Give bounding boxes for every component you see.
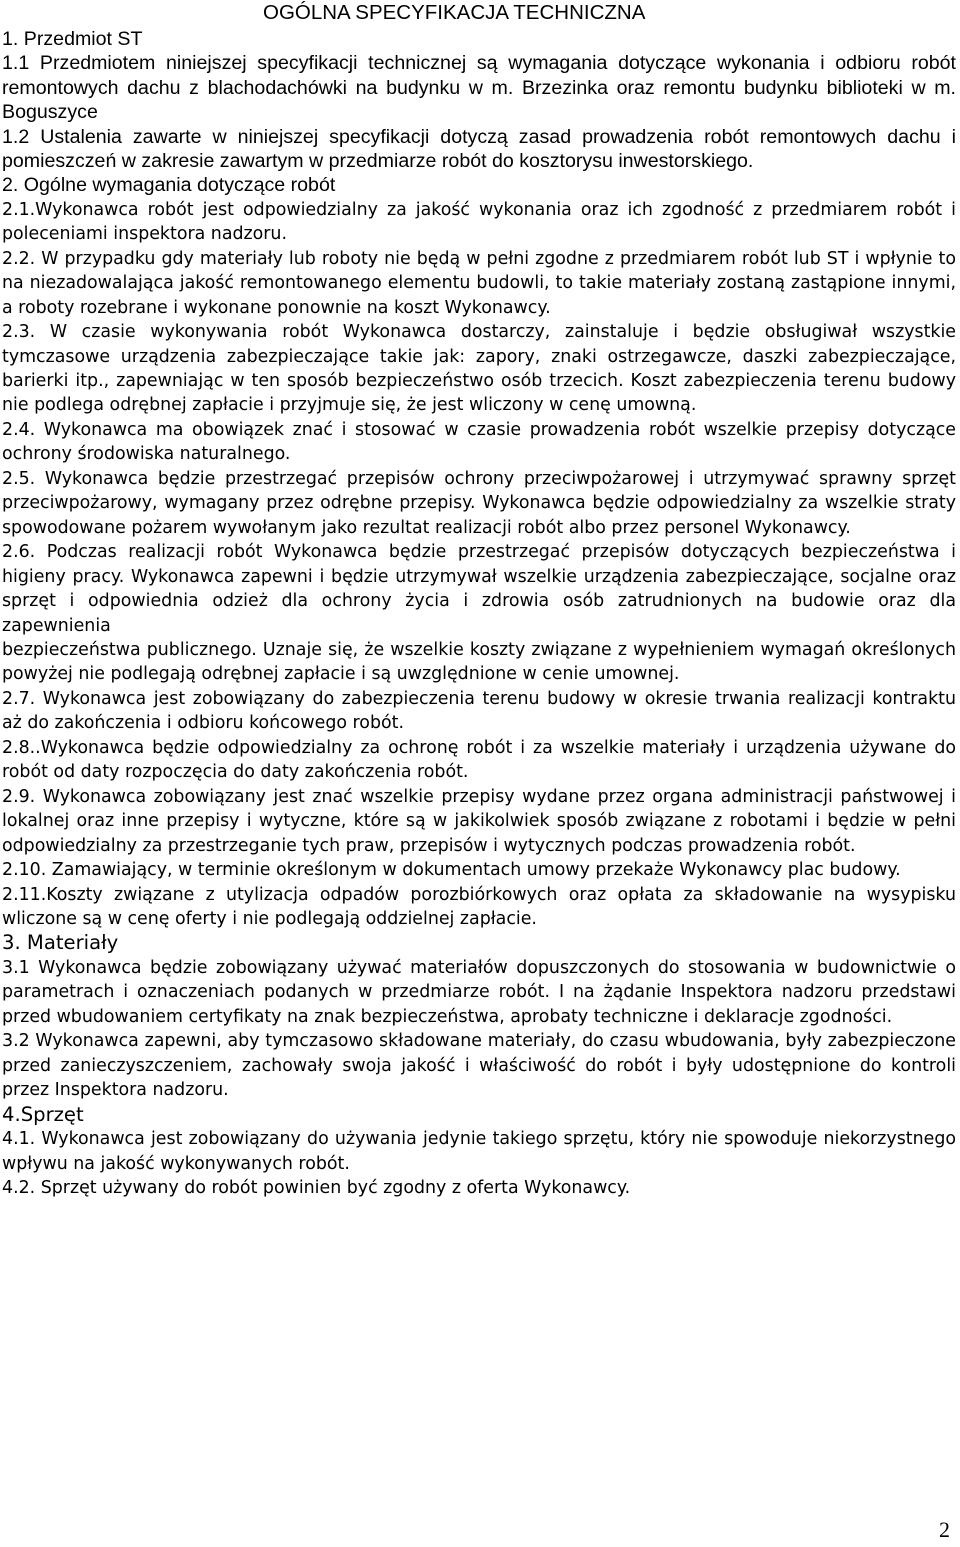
paragraph-2-6-continued: bezpieczeństwa publicznego. Uznaje się, że wszelkie koszty związane z wypełnieniem wymagań określonych powyżej nie podlegają odrębnej zapłacie i są uwzględnione w cenie umownej. <box>2 640 956 685</box>
paragraph-3-2: 3.2 Wykonawca zapewni, aby tymczasowo składowane materiały, do czasu wbudowania, były zabezpieczone przed zanieczyszczeniem, zachowały swoja jakość i właściwość do robót i były udostępnione do kontroli przez Inspektora nadzoru. <box>2 1031 956 1101</box>
section-1-heading: 1. Przedmiot ST <box>2 28 143 50</box>
section-2-heading: 2. Ogólne wymagania dotyczące robót <box>2 174 336 197</box>
section-1 <box>2 27 956 198</box>
document-body <box>2 27 956 1201</box>
paragraph-2-6: 2.6. Podczas realizacji robót Wykonawca będzie przestrzegać przepisów dotyczących bezpieczeństwa i higieny pracy. Wykonawca zapewni i będzie utrzymywał wszelkie urządzenia zabezpieczające, socjalne oraz sprzęt i odpowiednia odzież dla ochrony życia i zdrowia osób zatrudnionych na budowie oraz dla zapewnienia <box>2 542 956 636</box>
paragraph-2-4: 2.4. Wykonawca ma obowiązek znać i stosować w czasie prowadzenia robót wszelkie przepisy dotyczące ochrony środowiska naturalnego. <box>2 419 956 465</box>
paragraph-3-1: 3.1 Wykonawca będzie zobowiązany używać materiałów dopuszczonych do stosowania w budownictwie o parametrach i oznaczeniach podanych w przedmiarze robót. I na żądanie Inspektora nadzoru przedstawi przed wbudowaniem certyfikaty na znak bezpieczeństwa, aprobaty techniczne i deklaracje zgodności. <box>2 957 956 1027</box>
document-title: OGÓLNA SPECYFIKACJA TECHNICZNA <box>263 1 646 24</box>
paragraph-2-2: 2.2. W przypadku gdy materiały lub roboty nie będą w pełni zgodne z przedmiarem robót lub ST i wpłynie to na niezadowalająca jakość remontowanego elementu budowli, to takie materiały zostaną zastąpione innymi, a roboty rozebrane i wykonane ponownie na koszt Wykonawcy. <box>2 248 956 318</box>
section-4-heading: 4.Sprzęt <box>2 1102 84 1126</box>
paragraph-2-7: 2.7. Wykonawca jest zobowiązany do zabezpieczenia terenu budowy w okresie trwania realizacji kontraktu aż do zakończenia i odbioru końcowego robót. <box>2 688 956 734</box>
paragraph-2-9: 2.9. Wykonawca zobowiązany jest znać wszelkie przepisy wydane przez organa administracji państwowej i lokalnej oraz inne przepisy i wytyczne, które są w jakikolwiek sposób związane z robotami i będzie w pełni odpowiedzialny za przestrzeganie tych praw, przepisów i wytycznych podczas prowadzenia robót. <box>2 786 956 856</box>
paragraph-2-11: 2.11.Koszty związane z utylizacja odpadów porozbiórkowych oraz opłata za składowanie na wysypisku wliczone są w cenę oferty i nie podlegają oddzielnej zapłacie. <box>2 884 956 929</box>
paragraph-2-5: 2.5. Wykonawca będzie przestrzegać przepisów ochrony przeciwpożarowej i utrzymywać sprawny sprzęt przeciwpożarowy, wymagany przez odrębne przepisy. Wykonawca będzie odpowiedzialny za wszelkie straty spowodowane pożarem wywołanym jako rezultat realizacji robót albo przez personel Wykonawcy. <box>2 468 956 538</box>
section-2 <box>2 198 956 1201</box>
paragraph-2-1: 2.1.Wykonawca robót jest odpowiedzialny za jakość wykonania oraz ich zgodność z przedmiarem robót i poleceniami inspektora nadzoru. <box>2 199 956 245</box>
page-number: 2 <box>939 1517 950 1542</box>
section-3-heading: 3. Materiały <box>2 931 119 955</box>
paragraph-4-1: 4.1. Wykonawca jest zobowiązany do używania jedynie takiego sprzętu, który nie spowoduje niekorzystnego wpływu na jakość wykonywanych robót. <box>2 1129 956 1174</box>
paragraph-2-8: 2.8..Wykonawca będzie odpowiedzialny za ochronę robót i za wszelkie materiały i urządzenia używane do robót od daty rozpoczęcia do daty zakończenia robót. <box>2 737 956 783</box>
paragraph-2-3: 2.3. W czasie wykonywania robót Wykonawca dostarczy, zainstaluje i będzie obsługiwał wszystkie tymczasowe urządzenia zabezpieczające takie jak: zapory, znaki ostrzegawcze, daszki zabezpieczające, barierki itp., zapewniając w ten sposób bezpieczeństwo osób trzecich. Koszt zabezpieczenia terenu budowy nie podlega odrębnej zapłacie i przyjmuje się, że jest wliczony w cenę umowną. <box>2 322 956 416</box>
paragraph-1-1: 1.1 Przedmiotem niniejszej specyfikacji technicznej są wymagania dotyczące wykonania i odbioru robót remontowych dachu z blachodachówki na budynku w m. Brzezinka oraz remontu budynku biblioteki w m. Boguszyce <box>2 52 956 124</box>
paragraph-4-2: 4.2. Sprzęt używany do robót powinien być zgodny z oferta Wykonawcy. <box>2 1178 631 1199</box>
paragraph-2-10: 2.10. Zamawiający, w terminie określonym w dokumentach umowy przekaże Wykonawcy plac budowy. <box>2 860 901 881</box>
paragraph-1-2: 1.2 Ustalenia zawarte w niniejszej specyfikacji dotyczą zasad prowadzenia robót remontowych dachu i pomieszczeń w zakresie zawartym w przedmiarze robót do kosztorysu inwestorskiego. <box>2 125 956 173</box>
